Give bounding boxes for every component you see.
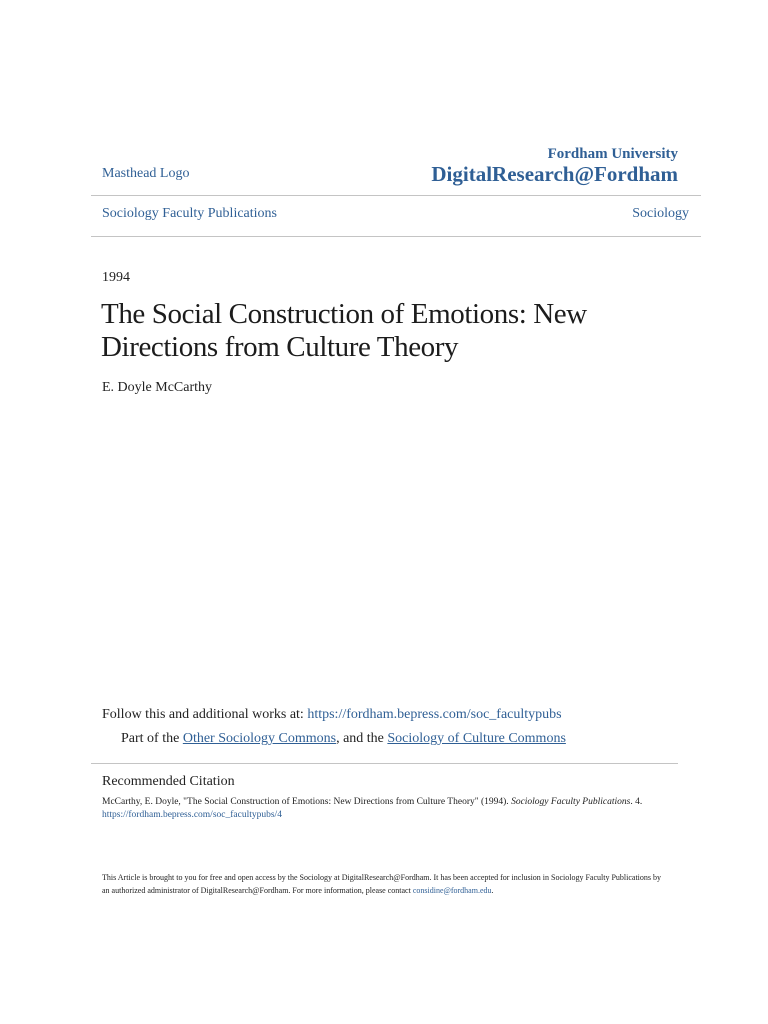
part-of-line [121, 731, 566, 747]
recommended-citation-heading: Recommended Citation [102, 774, 235, 789]
publication-year: 1994 [102, 270, 130, 285]
article-author: E. Doyle McCarthy [102, 380, 213, 395]
masthead-logo-link[interactable]: Masthead Logo [102, 166, 190, 181]
sociology-of-culture-commons-link[interactable]: Sociology of Culture Commons [387, 731, 566, 746]
repository-name: DigitalResearch@Fordham [431, 162, 678, 186]
follow-line [102, 707, 562, 723]
header-divider-top [91, 195, 701, 196]
citation-divider [91, 763, 678, 764]
citation-text: McCarthy, E. Doyle, "The Social Construction of Emotions: New Directions from Culture Theory" (1994). [102, 797, 512, 807]
citation-block [102, 796, 662, 822]
contact-email-link[interactable]: considine@fordham.edu [412, 886, 492, 895]
series-link[interactable]: Sociology Faculty Publications [102, 206, 277, 221]
citation-journal: Sociology Faculty Publications [511, 797, 631, 807]
part-of-prefix: Part of the [121, 731, 183, 746]
article-title: The Social Construction of Emotions: New Directions from Culture Theory [101, 298, 587, 363]
university-name: Fordham University [547, 146, 678, 162]
follow-url-link[interactable]: https://fordham.bepress.com/soc_facultypubs [307, 707, 562, 722]
series-row [102, 206, 689, 226]
other-sociology-commons-link[interactable]: Other Sociology Commons [182, 731, 337, 746]
notice-text: This Article is brought to you for free and open access by the Sociology at DigitalResearch@Fordham. It has been accepted for inclusion in Sociology Faculty Publications by an authorized administrator of DigitalResearch@Fordham. For more information, please contact [102, 873, 662, 895]
follow-prefix: Follow this and additional works at: [102, 707, 308, 722]
department-link[interactable]: Sociology [632, 206, 689, 221]
header-divider-bottom [91, 236, 701, 237]
citation-end: . 4. [630, 797, 643, 807]
access-notice [102, 871, 667, 897]
masthead [102, 146, 678, 192]
repository-branding[interactable] [431, 146, 678, 186]
part-of-middle: , and the [336, 731, 388, 746]
citation-url-link[interactable]: https://fordham.bepress.com/soc_facultypubs/4 [102, 810, 282, 820]
notice-end: . [491, 886, 494, 895]
